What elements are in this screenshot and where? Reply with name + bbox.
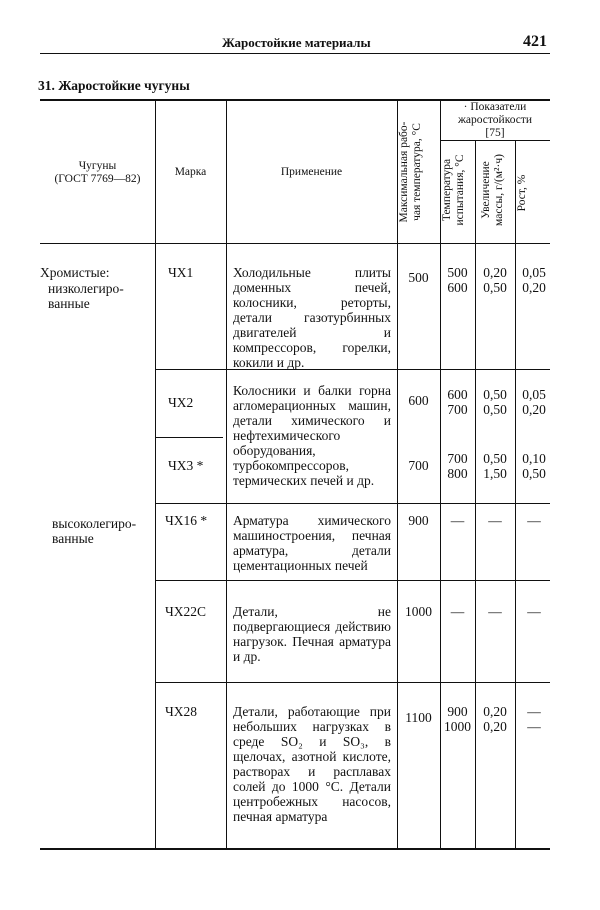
header-max-temp: Максимальная рабо- чая температура, °С [398,121,423,223]
row3-test-temp: 700 800 [447,451,468,481]
row3-growth: 0,10 0,50 [522,451,546,481]
row1-application: Холодильные плиты доменных печей, колосники, реторты, детали газотурбинных двигателей и компрессоров, горелки, кокили и др. [233,265,391,370]
header-test-temp: Температура испытания, °С [441,154,466,226]
row5-growth: — [527,604,541,619]
header-indicators: · Показатели жаростойкости [75] [457,101,533,139]
row1-max-temp: 500 [408,270,429,285]
col-rule-5 [475,140,476,848]
col-rule-1 [155,100,156,848]
row2-max-temp: 600 [408,393,429,408]
row-rule-4 [155,682,550,683]
row2-mass-gain: 0,50 0,50 [483,387,507,417]
col-rule-6 [515,140,516,848]
header-bottom-rule [40,243,550,244]
page-number: 421 [523,33,547,50]
row1-test-temp: 500 600 [447,265,468,295]
row-rule-5 [155,437,223,438]
row2-growth: 0,05 0,20 [522,387,546,417]
row4-test-temp: — [450,513,465,528]
row5-mass-gain: — [488,604,502,619]
row3-mass-gain: 0,50 1,50 [483,451,507,481]
row5-application: Детали, не подвергающиеся действию нагрузок. Печная арматура и др. [233,604,391,664]
row2-test-temp: 600 700 [447,387,468,417]
row2-application: Колосники и балки горна агломерационных машин, детали химического и нефтехимического оборудования, турбокомпрессоров, термических печей и др. [233,383,391,488]
row6-mass-gain: 0,20 0,20 [483,704,507,734]
row6-growth: — — [527,704,541,734]
row1-grade: ЧХ1 [168,265,194,280]
row-rule-3 [155,580,550,581]
row4-max-temp: 900 [408,513,429,528]
row6-max-temp: 1100 [405,710,432,725]
row4-application: Арматура химического машиностроения, печная арматура, детали цементационных печей [233,513,391,573]
header-mass-gain: Увеличение массы, г/(м²·ч) [480,154,505,226]
row6-grade: ЧХ28 [165,704,198,719]
row5-grade: ЧХ22С [165,604,207,619]
running-head: Жаростойкие материалы [222,35,371,50]
row2-grade: ЧХ2 [168,395,194,410]
head-rule [40,53,550,54]
row-rule-2 [155,503,550,504]
row4-mass-gain: — [488,513,502,528]
row3-grade: ЧХ3 * [168,458,204,473]
table-bottom-rule [40,848,550,850]
header-grade: Марка [174,166,207,178]
header-growth: Рост, % [516,174,528,212]
indicators-sub-rule [440,140,550,141]
table-title: 31. Жаростойкие чугуны [38,78,190,93]
group-high-alloy: высоколегиро- ванные [52,516,137,546]
row6-application: Детали, работающие при небольших нагрузках в среде SO₂ и SO₃, в щелочах, азотной кислоте, растворах и расплавах солей до 1000 °С. Детали центробежных насосов, печная арматура [233,704,391,824]
row3-max-temp: 700 [408,458,429,473]
group-low-alloy: низколегиро- ванные [48,281,124,311]
row1-mass-gain: 0,20 0,50 [483,265,507,295]
group-chromium: Хромистые: [40,265,110,280]
row4-grade: ЧХ16 * [165,513,208,528]
row5-test-temp: — [450,604,465,619]
col-rule-2 [226,100,227,848]
header-group: Чугуны (ГОСТ 7769—82) [54,160,141,185]
row4-growth: — [527,513,541,528]
header-application: Применение [280,166,343,178]
row5-max-temp: 1000 [405,604,432,619]
row6-test-temp: 900 1000 [444,704,471,734]
row1-growth: 0,05 0,20 [522,265,546,295]
